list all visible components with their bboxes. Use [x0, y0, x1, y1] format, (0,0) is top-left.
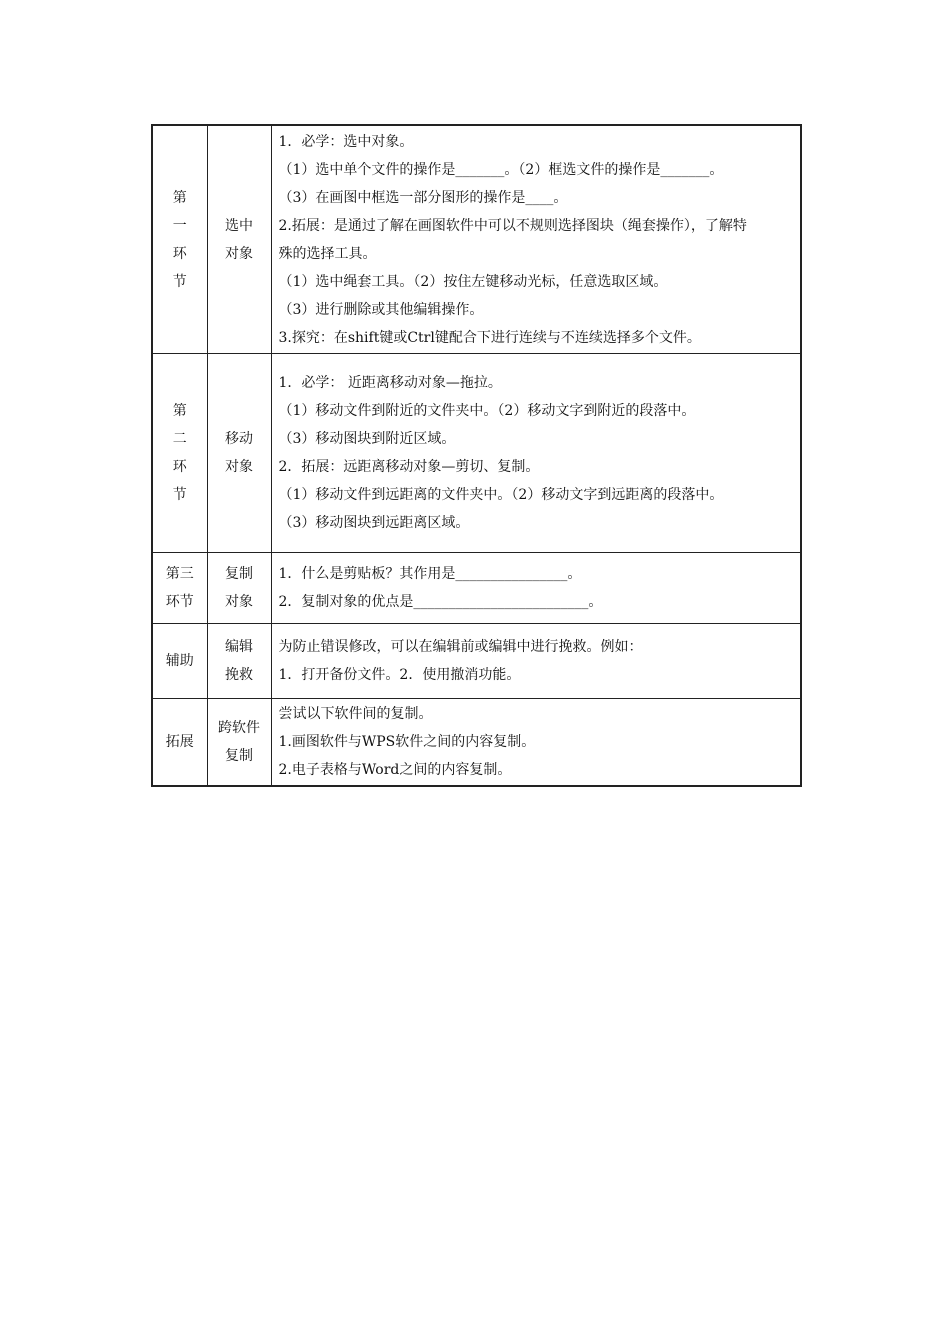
- content-line: 2．拓展：远距离移动对象—剪切、复制。: [278, 459, 540, 475]
- content-line: 1．什么是剪贴板？其作用是________________。: [278, 566, 582, 582]
- content-cell: [271, 624, 801, 699]
- topic-cell: [207, 354, 271, 553]
- topic-cell: [207, 125, 271, 354]
- content-line: （1）选中绳套工具。（2）按住左键移动光标，任意选取区域。: [278, 273, 668, 290]
- table-row: [152, 354, 801, 553]
- content-line: （3）移动图块到远距离区域。: [278, 515, 470, 531]
- topic-text: 跨软件: [218, 720, 260, 736]
- table-row: [152, 125, 801, 354]
- stage-text: 二: [172, 431, 187, 447]
- content-line: 1．打开备份文件。2．使用撤消功能。: [278, 667, 521, 683]
- content-line: 3.探究：在shift键或Ctrl键配合下进行连续与不连续选择多个文件。: [278, 329, 701, 346]
- topic-text: 对象: [225, 594, 253, 610]
- stage-text: 拓展: [165, 734, 194, 750]
- content-line: 为防止错误修改，可以在编辑前或编辑中进行挽救。例如：: [278, 639, 643, 655]
- content-line: 1.画图软件与WPS软件之间的内容复制。: [278, 734, 536, 750]
- stage-text: 第: [172, 189, 187, 206]
- stage-cell: [152, 125, 207, 354]
- content-line: 1．必学： 近距离移动对象—拖拉。: [278, 375, 502, 391]
- stage-text: 节: [172, 487, 187, 503]
- content-line: 2.电子表格与Word之间的内容复制。: [278, 762, 512, 778]
- content-cell: [271, 553, 801, 624]
- topic-cell: [207, 699, 271, 787]
- content-line: 尝试以下软件间的复制。: [278, 706, 433, 722]
- stage-text: 第: [172, 403, 187, 419]
- table-row: [152, 553, 801, 624]
- content-line: 殊的选择工具。: [278, 245, 377, 262]
- topic-text: 复制: [225, 566, 253, 582]
- content-line: （3）进行删除或其他编辑操作。: [278, 301, 484, 318]
- content-line: （1）移动文件到远距离的文件夹中。（2）移动文字到远距离的段落中。: [278, 487, 724, 503]
- stage-cell: [152, 553, 207, 624]
- content-cell: [271, 699, 801, 787]
- content-line: 2．复制对象的优点是_________________________。: [278, 594, 603, 610]
- content-line: （1）选中单个文件的操作是_______。（2）框选文件的操作是_______。: [278, 161, 724, 178]
- topic-text: 编辑: [225, 639, 253, 655]
- topic-text: 对象: [225, 459, 253, 475]
- content-line: 1．必学：选中对象。: [278, 133, 414, 150]
- stage-cell: [152, 624, 207, 699]
- stage-text: 一: [172, 217, 187, 234]
- stage-cell: [152, 699, 207, 787]
- table-row: [152, 699, 801, 787]
- topic-text: 复制: [225, 748, 253, 764]
- stage-text: 辅助: [165, 653, 194, 669]
- topic-cell: [207, 553, 271, 624]
- stage-text: 环: [172, 459, 187, 475]
- stage-text: 第三: [165, 566, 194, 582]
- stage-cell: [152, 354, 207, 553]
- content-line: （1）移动文件到附近的文件夹中。（2）移动文字到附近的段落中。: [278, 403, 696, 419]
- stage-text: 环: [172, 245, 187, 262]
- stage-text: 环节: [165, 594, 194, 610]
- table-row: [152, 624, 801, 699]
- content-cell: [271, 125, 801, 354]
- topic-text: 选中: [225, 217, 253, 234]
- lesson-table: [151, 124, 802, 787]
- content-cell: [271, 354, 801, 553]
- content-line: 2.拓展：是通过了解在画图软件中可以不规则选择图块（绳套操作），了解特: [278, 217, 747, 234]
- content-line: （3）在画图中框选一部分图形的操作是____。: [278, 189, 568, 206]
- topic-text: 移动: [225, 431, 253, 447]
- topic-text: 对象: [225, 245, 253, 262]
- topic-cell: [207, 624, 271, 699]
- topic-text: 挽救: [225, 667, 253, 683]
- content-line: （3）移动图块到附近区域。: [278, 431, 456, 447]
- stage-text: 节: [172, 273, 187, 290]
